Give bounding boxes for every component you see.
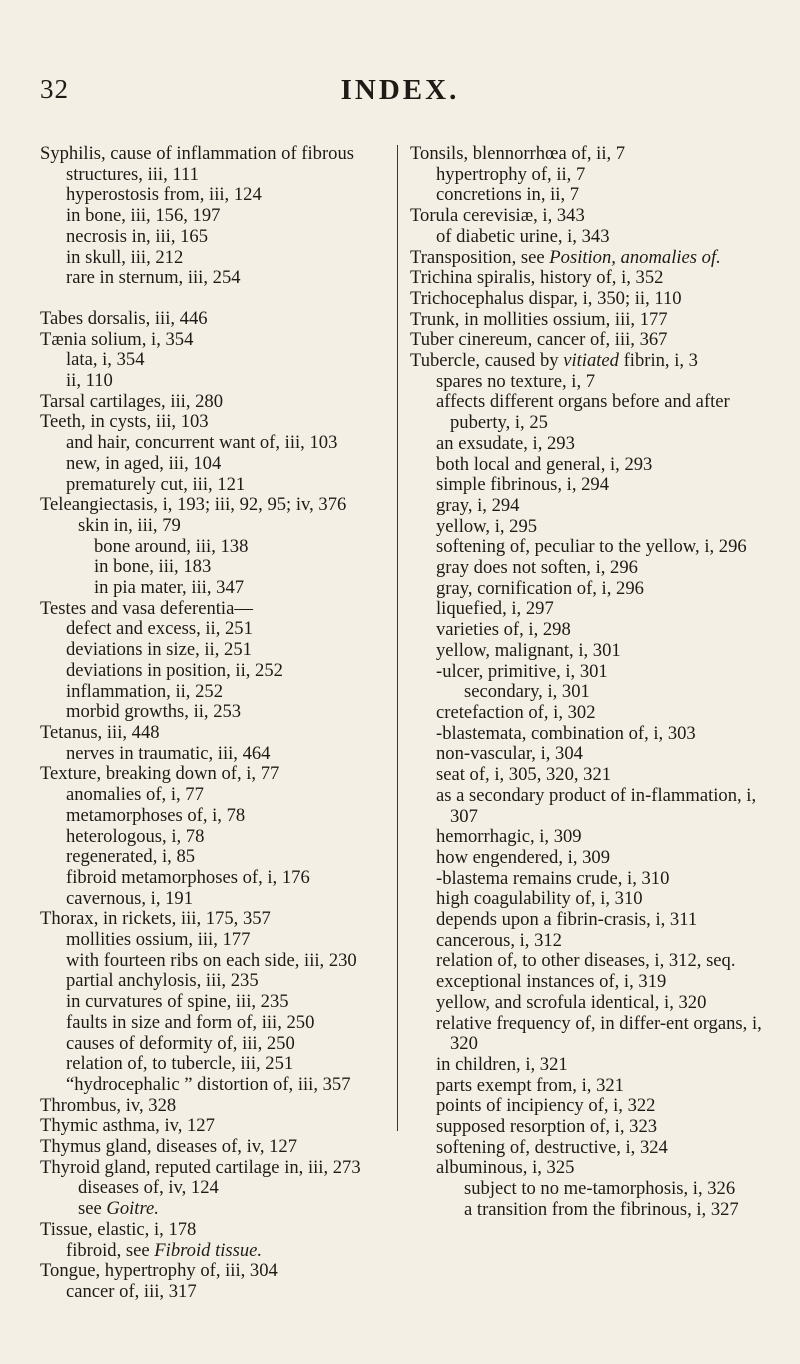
index-column-right xyxy=(410,144,765,1221)
index-entry: Thorax, in rickets, iii, 175, 357 xyxy=(40,908,271,930)
index-subentry: gray, cornification of, i, 296 xyxy=(436,577,644,599)
index-subentry: as a secondary product of in-flammation, i, 307 xyxy=(436,784,757,827)
index-subentry: and hair, concurrent want of, iii, 103 xyxy=(66,432,338,454)
index-entry: Teeth, in cysts, iii, 103 xyxy=(40,411,209,433)
index-subentry: in bone, iii, 183 xyxy=(94,556,212,578)
index-entry: Texture, breaking down of, i, 77 xyxy=(40,763,280,785)
index-subentry: new, in aged, iii, 104 xyxy=(66,452,222,474)
index-entry: Torula cerevisiæ, i, 343 xyxy=(410,205,585,227)
index-entry: Tuber cinereum, cancer of, iii, 367 xyxy=(410,329,668,351)
index-subentry: -blastema remains crude, i, 310 xyxy=(436,867,670,889)
index-subentry: diseases of, iv, 124 xyxy=(78,1177,219,1199)
index-subentry: relation of, to tubercle, iii, 251 xyxy=(66,1053,294,1075)
index-subentry: points of incipiency of, i, 322 xyxy=(436,1095,656,1117)
index-subentry: prematurely cut, iii, 121 xyxy=(66,473,246,495)
index-subentry: cancerous, i, 312 xyxy=(436,929,562,951)
index-subentry: skin in, iii, 79 xyxy=(78,514,181,536)
index-subentry: in skull, iii, 212 xyxy=(66,246,184,268)
index-subentry: spares no texture, i, 7 xyxy=(436,370,596,392)
index-subentry: partial anchylosis, iii, 235 xyxy=(66,970,259,992)
index-subentry: metamorphoses of, i, 78 xyxy=(66,804,246,826)
index-subentry: parts exempt from, i, 321 xyxy=(436,1074,624,1096)
index-entry: Testes and vasa deferentia— xyxy=(40,597,253,619)
index-subentry: varieties of, i, 298 xyxy=(436,619,571,641)
index-entry: Trichocephalus dispar, i, 350; ii, 110 xyxy=(410,287,682,309)
index-subentry: cretefaction of, i, 302 xyxy=(436,701,596,723)
index-subentry: non-vascular, i, 304 xyxy=(436,743,583,765)
index-subentry: affects different organs before and after puberty, i, 25 xyxy=(436,391,730,434)
index-subentry: see Goitre. xyxy=(78,1198,159,1220)
index-entry: Tetanus, iii, 448 xyxy=(40,721,160,743)
index-subentry: fibroid metamorphoses of, i, 176 xyxy=(66,866,310,888)
index-subentry: secondary, i, 301 xyxy=(464,681,590,703)
index-entry: Transposition, see Position, anomalies of. xyxy=(410,246,721,268)
index-subentry: an exsudate, i, 293 xyxy=(436,432,575,454)
index-subentry: in curvatures of spine, iii, 235 xyxy=(66,991,289,1013)
index-subentry: yellow, malignant, i, 301 xyxy=(436,639,621,661)
index-subentry: fibroid, see Fibroid tissue. xyxy=(66,1239,263,1261)
index-subentry: gray does not soften, i, 296 xyxy=(436,557,638,579)
index-subentry: rare in sternum, iii, 254 xyxy=(66,267,241,289)
index-subentry: seat of, i, 305, 320, 321 xyxy=(436,764,612,786)
column-divider xyxy=(397,145,398,1131)
index-subentry: bone around, iii, 138 xyxy=(94,535,249,557)
index-entry: Tissue, elastic, i, 178 xyxy=(40,1218,197,1240)
index-entry: Thyroid gland, reputed cartilage in, iii, 273 xyxy=(40,1156,361,1178)
index-subentry: deviations in position, ii, 252 xyxy=(66,659,283,681)
index-subentry: inflammation, ii, 252 xyxy=(66,680,223,702)
index-entry: Tubercle, caused by vitiated fibrin, i, 3 xyxy=(410,350,698,372)
index-entry: Thymus gland, diseases of, iv, 127 xyxy=(40,1136,298,1158)
index-subentry: how engendered, i, 309 xyxy=(436,846,611,868)
index-subentry: cancer of, iii, 317 xyxy=(66,1280,197,1302)
index-entry: Tonsils, blennorrhœa of, ii, 7 xyxy=(410,143,626,164)
index-subentry: “hydrocephalic ” distortion of, iii, 357 xyxy=(66,1073,351,1095)
index-subentry: hemorrhagic, i, 309 xyxy=(436,826,582,848)
index-subentry: structures, iii, 111 xyxy=(66,163,199,185)
index-subentry: in pia mater, iii, 347 xyxy=(94,577,245,599)
index-entry: Tabes dorsalis, iii, 446 xyxy=(40,307,208,329)
index-subentry: regenerated, i, 85 xyxy=(66,846,196,868)
index-subentry: hyperostosis from, iii, 124 xyxy=(66,184,262,206)
index-subentry: albuminous, i, 325 xyxy=(436,1157,575,1179)
page-header xyxy=(0,74,800,114)
page-title: INDEX. xyxy=(340,74,460,106)
index-entry: Tarsal cartilages, iii, 280 xyxy=(40,390,224,412)
index-subentry: subject to no me-tamorphosis, i, 326 xyxy=(464,1178,736,1200)
index-subentry: high coagulability of, i, 310 xyxy=(436,888,643,910)
index-entry: Trunk, in mollities ossium, iii, 177 xyxy=(410,308,668,330)
index-subentry: both local and general, i, 293 xyxy=(436,453,653,475)
index-subentry: softening of, peculiar to the yellow, i, 296 xyxy=(436,536,747,558)
index-subentry: heterologous, i, 78 xyxy=(66,825,205,847)
index-entry: Thrombus, iv, 328 xyxy=(40,1094,177,1116)
page-number: 32 xyxy=(40,74,69,104)
index-subentry: mollities ossium, iii, 177 xyxy=(66,929,251,951)
index-subentry: depends upon a fibrin-crasis, i, 311 xyxy=(436,909,698,931)
index-subentry: supposed resorption of, i, 323 xyxy=(436,1116,658,1138)
index-subentry: nerves in traumatic, iii, 464 xyxy=(66,742,271,764)
index-subentry: concretions in, ii, 7 xyxy=(436,184,580,206)
index-entry: Syphilis, cause of inflammation of fibrous xyxy=(40,143,354,164)
index-entry: Tænia solium, i, 354 xyxy=(40,328,194,350)
index-subentry: -blastemata, combination of, i, 303 xyxy=(436,722,696,744)
index-subentry: yellow, i, 295 xyxy=(436,515,538,537)
entry-gap xyxy=(40,289,392,309)
index-subentry: yellow, and scrofula identical, i, 320 xyxy=(436,991,707,1013)
index-subentry: in children, i, 321 xyxy=(436,1053,568,1075)
index-subentry: faults in size and form of, iii, 250 xyxy=(66,1011,315,1033)
index-subentry: softening of, destructive, i, 324 xyxy=(436,1136,668,1158)
index-entry: Teleangiectasis, i, 193; iii, 92, 95; iv, 376 xyxy=(40,494,347,516)
index-entry: Trichina spiralis, history of, i, 352 xyxy=(410,267,664,289)
index-subentry: exceptional instances of, i, 319 xyxy=(436,971,667,993)
index-subentry: simple fibrinous, i, 294 xyxy=(436,474,610,496)
index-entry: Thymic asthma, iv, 127 xyxy=(40,1115,215,1137)
index-entry: Tongue, hypertrophy of, iii, 304 xyxy=(40,1260,278,1282)
index-subentry: hypertrophy of, ii, 7 xyxy=(436,163,586,185)
index-subentry: deviations in size, ii, 251 xyxy=(66,639,252,661)
index-subentry: anomalies of, i, 77 xyxy=(66,784,204,806)
index-subentry: of diabetic urine, i, 343 xyxy=(436,225,610,247)
index-subentry: relation of, to other diseases, i, 312, seq. xyxy=(436,950,736,972)
index-subentry: -ulcer, primitive, i, 301 xyxy=(436,660,608,682)
index-subentry: gray, i, 294 xyxy=(436,494,520,516)
index-subentry: ii, 110 xyxy=(66,370,113,392)
index-subentry: in bone, iii, 156, 197 xyxy=(66,205,221,227)
index-subentry: relative frequency of, in differ-ent organs, i, 320 xyxy=(436,1012,762,1055)
index-subentry: with fourteen ribs on each side, iii, 230 xyxy=(66,949,357,971)
index-subentry: morbid growths, ii, 253 xyxy=(66,701,242,723)
index-subentry: lata, i, 354 xyxy=(66,349,145,371)
index-subentry: causes of deformity of, iii, 250 xyxy=(66,1032,295,1054)
index-column-left xyxy=(40,144,392,1303)
index-subentry: defect and excess, ii, 251 xyxy=(66,618,253,640)
index-subentry: necrosis in, iii, 165 xyxy=(66,225,209,247)
index-subentry: cavernous, i, 191 xyxy=(66,887,194,909)
index-subentry: liquefied, i, 297 xyxy=(436,598,554,620)
index-subentry: a transition from the fibrinous, i, 327 xyxy=(464,1198,739,1220)
